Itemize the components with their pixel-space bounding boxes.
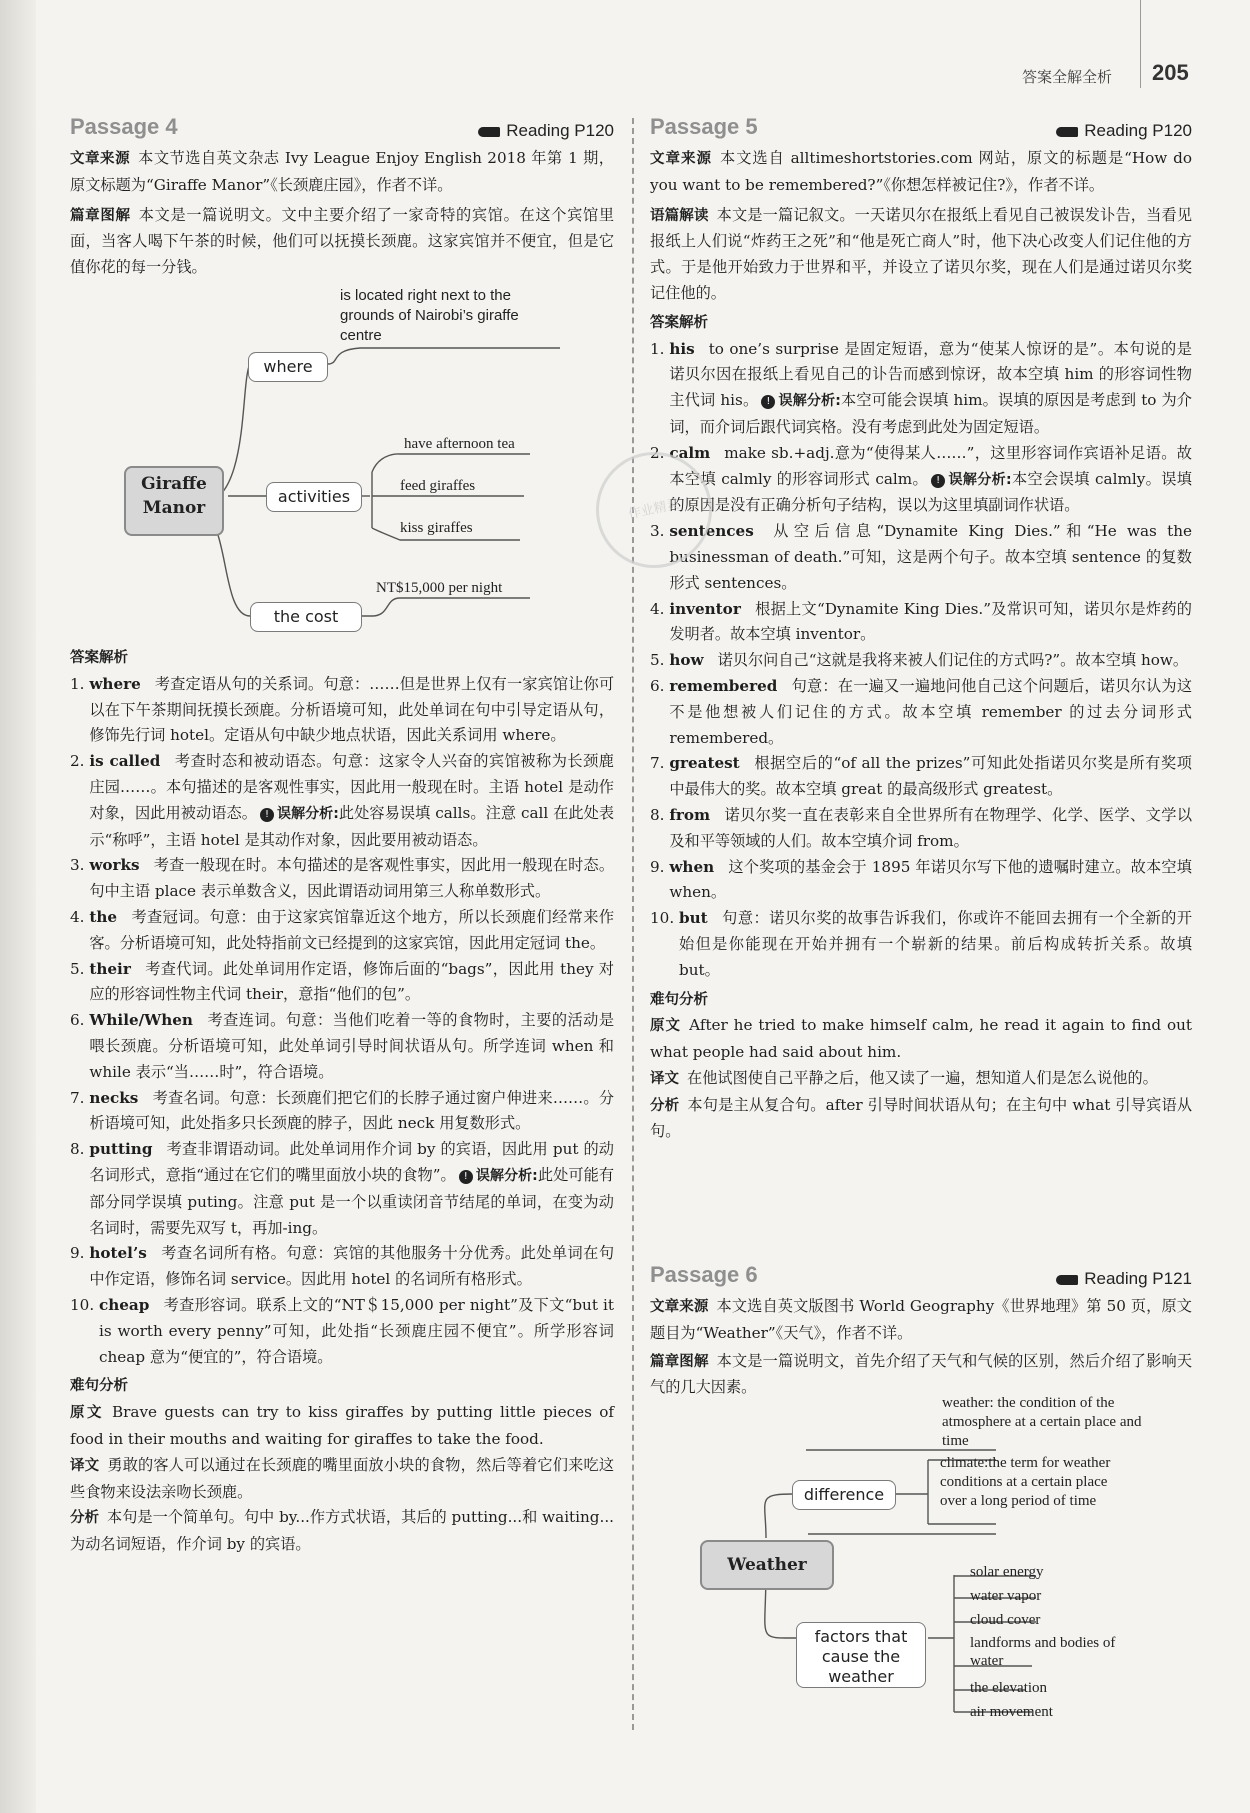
passage-4-analysis: 分析 本句是一个简单句。句中 by...作方式状语，其后的 putting...和 waiting...为动名词短语，作介词 by 的宾语。 <box>70 1508 614 1554</box>
passage-5 <box>650 114 1192 1145</box>
mind-map-node-where: where <box>248 352 328 382</box>
mind-map-climate-definition: climate:the term for weather conditions at a certain place over a long period of time <box>940 1455 1111 1509</box>
page-edge <box>0 0 36 1813</box>
passage-6-diagram-intro: 篇章图解 本文是一篇说明文，首先介绍了天气和气候的区别，然后介绍了影响天气的几大因素。 <box>650 1351 1193 1397</box>
passage-4-source: 文章来源 本文节选自英文杂志 Ivy League Enjoy English 2018 年第 1 期，原文标题为“Giraffe Manor”《长颈鹿庄园》，作者不详。 <box>70 149 614 194</box>
passage-4-answers-heading: 答案解析 <box>70 650 128 666</box>
passage-6-intro <box>650 1262 1192 1401</box>
mind-map-where-text: is located right next to the grounds of Nairobi’s giraffe centre <box>340 287 519 344</box>
mind-map-factor-cloud-cover: cloud cover <box>970 1612 1041 1628</box>
passage-6-source: 文章来源 本文选自英文版图书 World Geography《世界地理》第 50 页，原文题目为“Weather”《天气》，作者不详。 <box>650 1297 1192 1342</box>
giraffe-manor-mind-map <box>100 282 570 642</box>
page-number: 205 <box>1152 60 1189 85</box>
header-rule <box>1140 0 1141 88</box>
mind-map-factor-landforms: landforms and bodies of water <box>970 1635 1116 1669</box>
answer-item: 10. cheap 考查形容词。联系上文的“NT＄15,000 per night”及下文“but it is worth every penny”可知，此处指“长颈鹿庄园不便宜”。所学形容词 cheap 意为“便宜的”，符合语境。 <box>70 1295 614 1366</box>
passage-5-source: 文章来源 本文选自 alltimeshortstories.com 网站，原文的标题是“How do you want to be remembered?”《你想怎样被记住?》，作者不详。 <box>650 149 1192 194</box>
pointing-hand-icon <box>478 127 500 137</box>
passage-5-reading-ref: Reading P120 <box>1056 118 1192 144</box>
weather-mind-map <box>696 1390 1166 1735</box>
answer-item: 1. his to one’s surprise 是固定短语，意为“使某人惊讶的是”。本句说的是诺贝尔因在报纸上看见自己的讣告而感到惊讶，故本空填 him 的形容词性物主代词 his。 ! 误解分析:本空可能会误填 him。误填的原因是考虑到 to 为介词，而介词后跟代词宾格。没有考虑到此处为固定短语。 <box>650 339 1192 436</box>
mind-map-activity-tea: have afternoon tea <box>404 436 515 452</box>
mind-map-node-cost: the cost <box>250 602 362 632</box>
passage-6-title: Passage 6 Reading P121 <box>650 1262 1192 1294</box>
answer-item: 3. sentences 从空后信息“Dynamite King Dies.”和“He was the businessman of death.”可知，这是两个句子。故本空填 sentence 的复数形式 sentences。 <box>650 522 1192 592</box>
answer-item: 5. their 考查代词。此处单词用作定语，修饰后面的“bags”，因此用 they 对应的形容词性物主代词 their，意指“他们的包”。 <box>70 959 614 1004</box>
answer-item: 2. calm make sb.+adj.意为“使得某人……”，这里形容词作宾语补足语。故本空填 calmly 的形容词形式 calm。 ! 误解分析:本空会误填 calmly。误填的原因是没有正确分析句子结构，误以为这里填副词作状语。 <box>650 443 1192 515</box>
mind-map-weather-definition: weather: the condition of the atmosphere at a certain place and time <box>942 1395 1142 1449</box>
warning-icon: ! <box>459 1170 473 1184</box>
mind-map-factor-solar-energy: solar energy <box>970 1564 1044 1580</box>
answer-item: 4. inventor 根据上文“Dynamite King Dies.”及常识可知，诺贝尔是炸药的发明者。故本空填 inventor。 <box>650 599 1192 644</box>
passage-4-original: 原文 Brave guests can try to kiss giraffes by putting little pieces of food in their mouths and waiting for giraffes to take the food. <box>70 1403 614 1448</box>
mind-map-factor-water-vapor: water vapor <box>970 1588 1042 1604</box>
answer-item: 6. While/When 考查连词。句意：当他们吃着一等的食物时，主要的活动是喂长颈鹿。分析语境可知，此处单词引导时间状语从句。所学连词 when 和 while 表示“当……时”，符合语境。 <box>70 1011 614 1081</box>
answer-item: 5. how 诺贝尔问自己“这就是我将来被人们记住的方式吗?”。故本空填 how。 <box>650 651 1189 670</box>
answer-item: 9. when 这个奖项的基金会于 1895 年诺贝尔写下他的遗嘱时建立。故本空填 when。 <box>650 857 1192 902</box>
answer-item: 2. is called 考查时态和被动语态。句意：这家令人兴奋的宾馆被称为长颈鹿庄园……。本句描述的是客观性事实，因此用一般现在时。主语 hotel 是动作对象，因此用被动语态。 ! 误解分析:此处容易误填 calls。注意 call 在此处表示“称呼”，主语 hotel 是其动作对象，因此要用被动语态。 <box>70 752 615 849</box>
passage-5-answers-heading: 答案解析 <box>650 314 708 331</box>
mind-map-cost-text: NT$15,000 per night <box>376 580 503 596</box>
passage-5-reading-summary: 语篇解读 本文是一篇记叙文。一天诺贝尔在报纸上看见自己被误发讣告，当看见报纸上人们说“炸药王之死”和“他是死亡商人”时，他下决心改变人们记住他的方式。于是他开始致力于世界和平，并设立了诺贝尔奖，现在人们是通过诺贝尔奖记住他的。 <box>650 205 1193 302</box>
passage-5-hard-sentence-heading: 难句分析 <box>650 991 708 1008</box>
mind-map-node-factors: factors that cause the weather <box>796 1622 926 1688</box>
passage-5-original: 原文 After he tried to make himself calm, he read it again to find out what people had said about him. <box>650 1016 1193 1062</box>
mind-map-center-giraffe-manor: Giraffe Manor <box>124 466 224 536</box>
answer-item: 4. the 考查冠词。句意：由于这家宾馆靠近这个地方，所以长颈鹿们经常来作客。分析语境可知，此处特指前文已经提到的这家宾馆，因此用定冠词 the。 <box>70 907 614 952</box>
passage-4-intro <box>70 114 614 281</box>
passage-6-reading-ref: Reading P121 <box>1056 1266 1192 1292</box>
mind-map-activity-feed: feed giraffes <box>400 478 476 494</box>
passage-4-reading-ref: Reading P120 <box>478 118 614 144</box>
answer-item: 10. but 句意：诺贝尔奖的故事告诉我们，你或许不能回去拥有一个全新的开始但是你能现在开始并拥有一个崭新的结果。前后构成转折关系。故填 but。 <box>650 909 1192 979</box>
passage-5-title: Passage 5 Reading P120 <box>650 114 1192 146</box>
warning-icon: ! <box>260 808 274 822</box>
passage-4-diagram-intro: 篇章图解 本文是一篇说明文。文中主要介绍了一家奇特的宾馆。在这个宾馆里面，当客人喝下午茶的时候，他们可以抚摸长颈鹿。这家宾馆并不便宜，但是它值你花的每一分钱。 <box>70 205 615 277</box>
mind-map-node-activities: activities <box>266 482 362 512</box>
mind-map-activity-kiss: kiss giraffes <box>400 520 473 536</box>
mind-map-factor-elevation: the elevation <box>970 1680 1048 1696</box>
passage-4-title: Passage 4 Reading P120 <box>70 114 614 146</box>
pointing-hand-icon <box>1056 1275 1078 1285</box>
answer-item: 7. necks 考查名词。句意：长颈鹿们把它们的长脖子通过窗户伸进来……。分析语境可知，此处指多只长颈鹿的脖子，因此 neck 用复数形式。 <box>70 1088 614 1133</box>
answer-item: 6. remembered 句意：在一遍又一遍地问他自己这个问题后，诺贝尔认为这不是他想被人们记住的方式。故本空填 remember 的过去分词形式 remembered。 <box>650 676 1192 747</box>
answer-item: 9. hotel’s 考查名词所有格。句意：宾馆的其他服务十分优秀。此处单词在句中作定语，修饰名词 service。因此用 hotel 的名词所有格形式。 <box>70 1244 614 1289</box>
watermark-stamp: 作业精灵 <box>585 441 723 579</box>
answer-item: 8. putting 考查非谓语动词。此处单词用作介词 by 的宾语，因此用 put 的动名词形式，意指“通过在它们的嘴里面放小块的食物”。 ! 误解分析:此处可能有部分同学误填 puting。注意 put 是一个以重读闭音节结尾的单词，在变为动名词时，需要先双写 t，再加-ing。 <box>70 1140 615 1237</box>
passage-4-hard-sentence-heading: 难句分析 <box>70 1378 128 1395</box>
answer-item: 7. greatest 根据空后的“of all the prizes”可知此处指诺贝尔奖是所有奖项中最伟大的奖。故本空填 great 的最高级形式 greatest。 <box>650 754 1192 799</box>
mind-map-node-difference: difference <box>792 1480 896 1510</box>
passage-5-analysis: 分析 本句是主从复合句。after 引导时间状语从句；在主句中 what 引导宾语从句。 <box>650 1095 1193 1141</box>
answer-item: 8. from 诺贝尔奖一直在表彰来自全世界所有在物理学、化学、医学、文学以及和平等领域的人们。故本空填介词 from。 <box>650 805 1192 850</box>
column-divider <box>632 118 634 1730</box>
passage-4-translation: 译文 勇敢的客人可以通过在长颈鹿的嘴里面放小块的食物，然后等着它们来吃这些食物来设法亲吻长颈鹿。 <box>70 1455 615 1501</box>
answer-item: 1. where 考查定语从句的关系词。句意：……但是世界上仅有一家宾馆让你可以在下午茶期间抚摸长颈鹿。分析语境可知，此处单词在句中引导定语从句，修饰先行词 hotel。定语从句中缺少地点状语，因此关系词用 where。 <box>70 674 614 745</box>
mind-map-center-weather: Weather <box>700 1540 834 1590</box>
warning-icon: ! <box>931 474 945 488</box>
pointing-hand-icon <box>1056 127 1078 137</box>
warning-icon: ! <box>761 395 775 409</box>
mind-map-factor-air-movement: air movement <box>970 1704 1053 1720</box>
header-section-label: 答案全解全析 <box>1022 68 1113 86</box>
passage-4-answers <box>70 642 614 1558</box>
answer-item: 3. works 考查一般现在时。本句描述的是客观性事实，因此用一般现在时态。句中主语 place 表示单数含义，因此谓语动词用第三人称单数形式。 <box>70 856 614 901</box>
passage-5-translation: 译文 在他试图使自己平静之后，他又读了一遍，想知道人们是怎么说他的。 <box>650 1068 1158 1087</box>
